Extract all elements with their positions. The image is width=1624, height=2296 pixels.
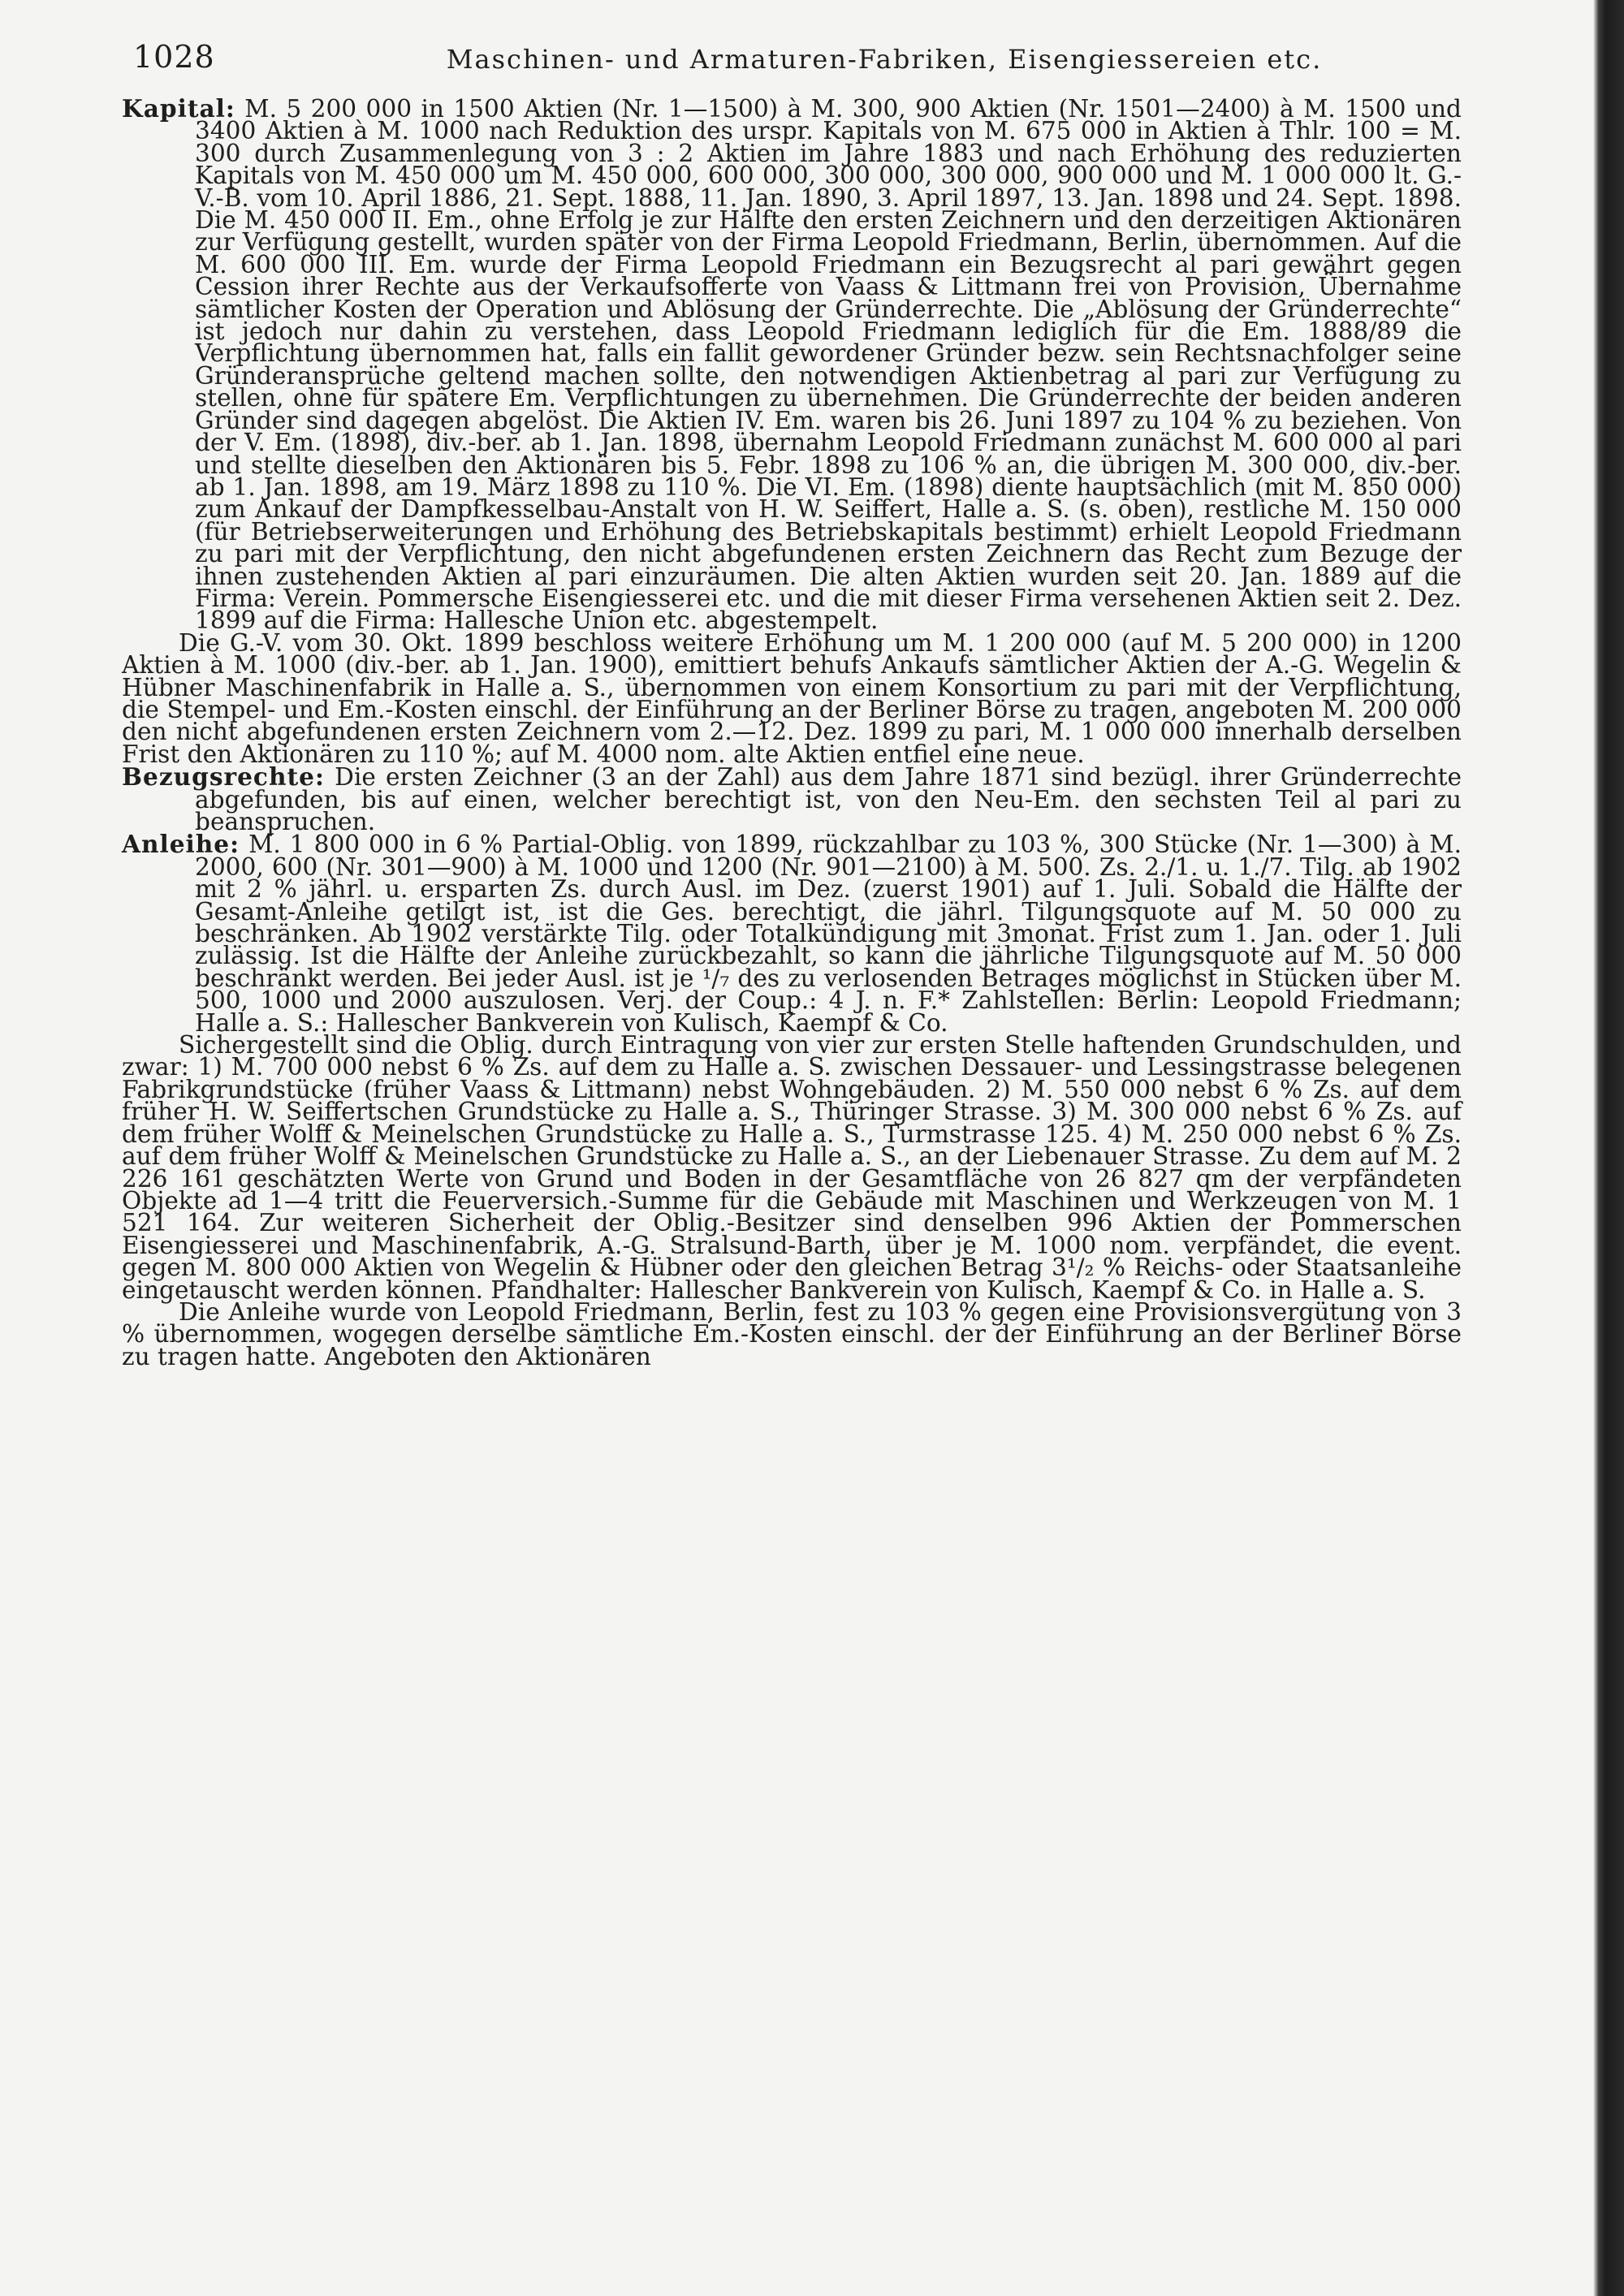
- bezugsrechte-text-1: Die ersten Zeichner (3 an der Zahl) aus dem Jahre 1871 sind bezügl. ihrer Gründerrechte abgefunden, bis auf einen, welcher berechtigt ist, von den Neu-Em. den sechsten Teil al pari zu beanspruchen.: [195, 763, 1462, 835]
- kapital-paragraph-1: [122, 94, 1462, 635]
- section-bezugsrechte: [122, 762, 1462, 835]
- anleihe-paragraph-2: Sichergestellt sind die Oblig. durch Eintragung von vier zur ersten Stelle haftenden Grundschulden, und zwar: 1) M. 700 000 nebst 6 % Zs. auf dem zu Halle a. S. zwischen Dessauer- und Lessingstrasse belegenen Fabrikgrundstücke (früher Vaass & Littmann) nebst Wohngebäuden. 2) M. 550 000 nebst 6 % Zs. auf dem früher H. W. Seiffertschen Grundstücke zu Halle a. S., Thüringer Strasse. 3) M. 300 000 nebst 6 % Zs. auf dem früher Wolff & Meinelschen Grundstücke zu Halle a. S., Turmstrasse 125. 4) M. 250 000 nebst 6 % Zs. auf dem früher Wolff & Meinelschen Grundstücke zu Halle a. S., an der Liebenauer Strasse. Zu dem auf M. 2 226 161 geschätzten Werte von Grund und Boden in der Gesamtfläche von 26 827 qm der verpfändeten Objekte ad 1—4 tritt die Feuerversich.-Summe für die Gebäude mit Maschinen und Werkzeugen von M. 1 521 164. Zur weiteren Sicherheit der Oblig.-Besitzer sind denselben 996 Aktien der Pommerschen Eisengiesserei und Maschinenfabrik, A.-G. Stralsund-Barth, über je M. 1000 nom. verpfändet, die event. gegen M. 800 000 Aktien von Wegelin & Hübner oder den gleichen Betrag 3¹/₂ % Reichs- oder Staatsanleihe eingetauscht werden können. Pfandhalter: Hallescher Bankverein von Kulisch, Kaempf & Co. in Halle a. S.: [122, 1031, 1462, 1304]
- page-edge-shadow: [1593, 0, 1624, 2296]
- kapital-label: Kapital:: [122, 94, 235, 123]
- kapital-paragraph-2: Die G.-V. vom 30. Okt. 1899 beschloss weitere Erhöhung um M. 1 200 000 (auf M. 5 200 000) in 1200 Aktien à M. 1000 (div.-ber. ab 1. Jan. 1900), emittiert behufs Ankaufs sämtlicher Aktien der A.-G. Wegelin & Hübner Maschinenfabrik in Halle a. S., übernommen von einem Konsortium zu pari mit der Verpflichtung, die Stempel- und Em.-Kosten einschl. der Einführung an der Berliner Börse zu tragen, angeboten M. 200 000 den nicht abgefundenen ersten Zeichnern vom 2.—12. Dez. 1899 zu pari, M. 1 000 000 innerhalb derselben Frist den Aktionären zu 110 %; auf M. 4000 nom. alte Aktien entfiel eine neue.: [122, 628, 1462, 768]
- anleihe-paragraph-1: [122, 830, 1462, 1037]
- section-anleihe: [122, 830, 1462, 1370]
- section-kapital: [122, 94, 1462, 768]
- page-body: [122, 94, 1462, 1370]
- anleihe-label: Anleihe:: [122, 830, 240, 859]
- page-header: [133, 39, 1473, 88]
- kapital-text-1: M. 5 200 000 in 1500 Aktien (Nr. 1—1500) à M. 300, 900 Aktien (Nr. 1501—2400) à M. 1500 und 3400 Aktien à M. 1000 nach Reduktion des urspr. Kapitals von M. 675 000 in Aktien à Thlr. 100 = M. 300 durch Zusammenlegung von 3 : 2 Aktien im Jahre 1883 und nach Erhöhung des reduzierten Kapitals von M. 450 000 um M. 450 000, 600 000, 300 000, 300 000, 900 000 und M. 1 000 000 lt. G.-V.-B. vom 10. April 1886, 21. Sept. 1888, 11. Jan. 1890, 3. April 1897, 13. Jan. 1898 und 24. Sept. 1898. Die M. 450 000 II. Em., ohne Erfolg je zur Hälfte den ersten Zeichnern und den derzeitigen Aktionären zur Verfügung gestellt, wurden später von der Firma Leopold Friedmann, Berlin, übernommen. Auf die M. 600 000 III. Em. wurde der Firma Leopold Friedmann ein Bezugsrecht al pari gewährt gegen Cession ihrer Rechte aus der Verkaufsofferte von Vaass & Littmann frei von Provision, Übernahme sämtlicher Kosten der Operation und Ablösung der Gründerrechte. Die „Ablösung der Gründerrechte“ ist jedoch nur dahin zu verstehen, dass Leopold Friedmann lediglich für die Em. 1888/89 die Verpflichtung übernommen hat, falls ein fallit gewordener Gründer bezw. sein Rechtsnachfolger seine Gründeransprüche geltend machen sollte, den notwendigen Aktienbetrag al pari zur Verfügung zu stellen, ohne für spätere Em. Verpflichtungen zu übernehmen. Die Gründerrechte der beiden anderen Gründer sind dagegen abgelöst. Die Aktien IV. Em. waren bis 26. Juni 1897 zu 104 % zu beziehen. Von der V. Em. (1898), div.-ber. ab 1. Jan. 1898, übernahm Leopold Friedmann zunächst M. 600 000 al pari und stellte dieselben den Aktionären bis 5. Febr. 1898 zu 106 % an, die übrigen M. 300 000, div.-ber. ab 1. Jan. 1898, am 19. März 1898 zu 110 %. Die VI. Em. (1898) diente hauptsächlich (mit M. 850 000) zum Ankauf der Dampfkesselbau-Anstalt von H. W. Seiffert, Halle a. S. (s. oben), restliche M. 150 000 (für Betriebserweiterungen und Erhöhung des Betriebskapitals bestimmt) erhielt Leopold Friedmann zu pari mit der Verpflichtung, den nicht abgefundenen ersten Zeichnern das Recht zum Bezuge der ihnen zustehenden Aktien al pari einzuräumen. Die alten Aktien wurden seit 20. Jan. 1889 auf die Firma: Verein. Pommersche Eisengiesserei etc. und die mit dieser Firma versehenen Aktien seit 2. Dez. 1899 auf die Firma: Hallesche Union etc. abgestempelt.: [195, 95, 1462, 635]
- bezugsrechte-paragraph-1: [122, 762, 1462, 835]
- anleihe-text-1: M. 1 800 000 in 6 % Partial-Oblig. von 1899, rückzahlbar zu 103 %, 300 Stücke (Nr. 1—300) à M. 2000, 600 (Nr. 301—900) à M. 1000 und 1200 (Nr. 901—2100) à M. 500. Zs. 2./1. u. 1./7. Tilg. ab 1902 mit 2 % jährl. u. ersparten Zs. durch Ausl. im Dez. (zuerst 1901) auf 1. Juli. Sobald die Hälfte der Gesamt-Anleihe getilgt ist, ist die Ges. berechtigt, die jährl. Tilgungsquote auf M. 50 000 zu beschränken. Ab 1902 verstärkte Tilg. oder Totalkündigung mit 3monat. Frist zum 1. Jan. oder 1. Juli zulässig. Ist die Hälfte der Anleihe zurückbezahlt, so kann die jährliche Tilgungsquote auf M. 50 000 beschränkt werden. Bei jeder Ausl. ist je ¹/₇ des zu verlosenden Betrages möglichst in Stücken über M. 500, 1000 und 2000 auszulosen. Verj. der Coup.: 4 J. n. F.* Zahlstellen: Berlin: Leopold Friedmann; Halle a. S.: Hallescher Bankverein von Kulisch, Kaempf & Co.: [195, 831, 1462, 1037]
- bezugsrechte-label: Bezugsrechte:: [122, 762, 325, 792]
- anleihe-paragraph-3: Die Anleihe wurde von Leopold Friedmann, Berlin, fest zu 103 % gegen eine Provisionsvergütung von 3 % übernommen, wogegen derselbe sämtliche Em.-Kosten einschl. der der Einführung an der Berliner Börse zu tragen hatte. Angeboten den Aktionären: [122, 1297, 1462, 1370]
- running-head: Maschinen- und Armaturen-Fabriken, Eisengiessereien etc.: [446, 44, 1323, 75]
- page-number: 1028: [133, 39, 215, 75]
